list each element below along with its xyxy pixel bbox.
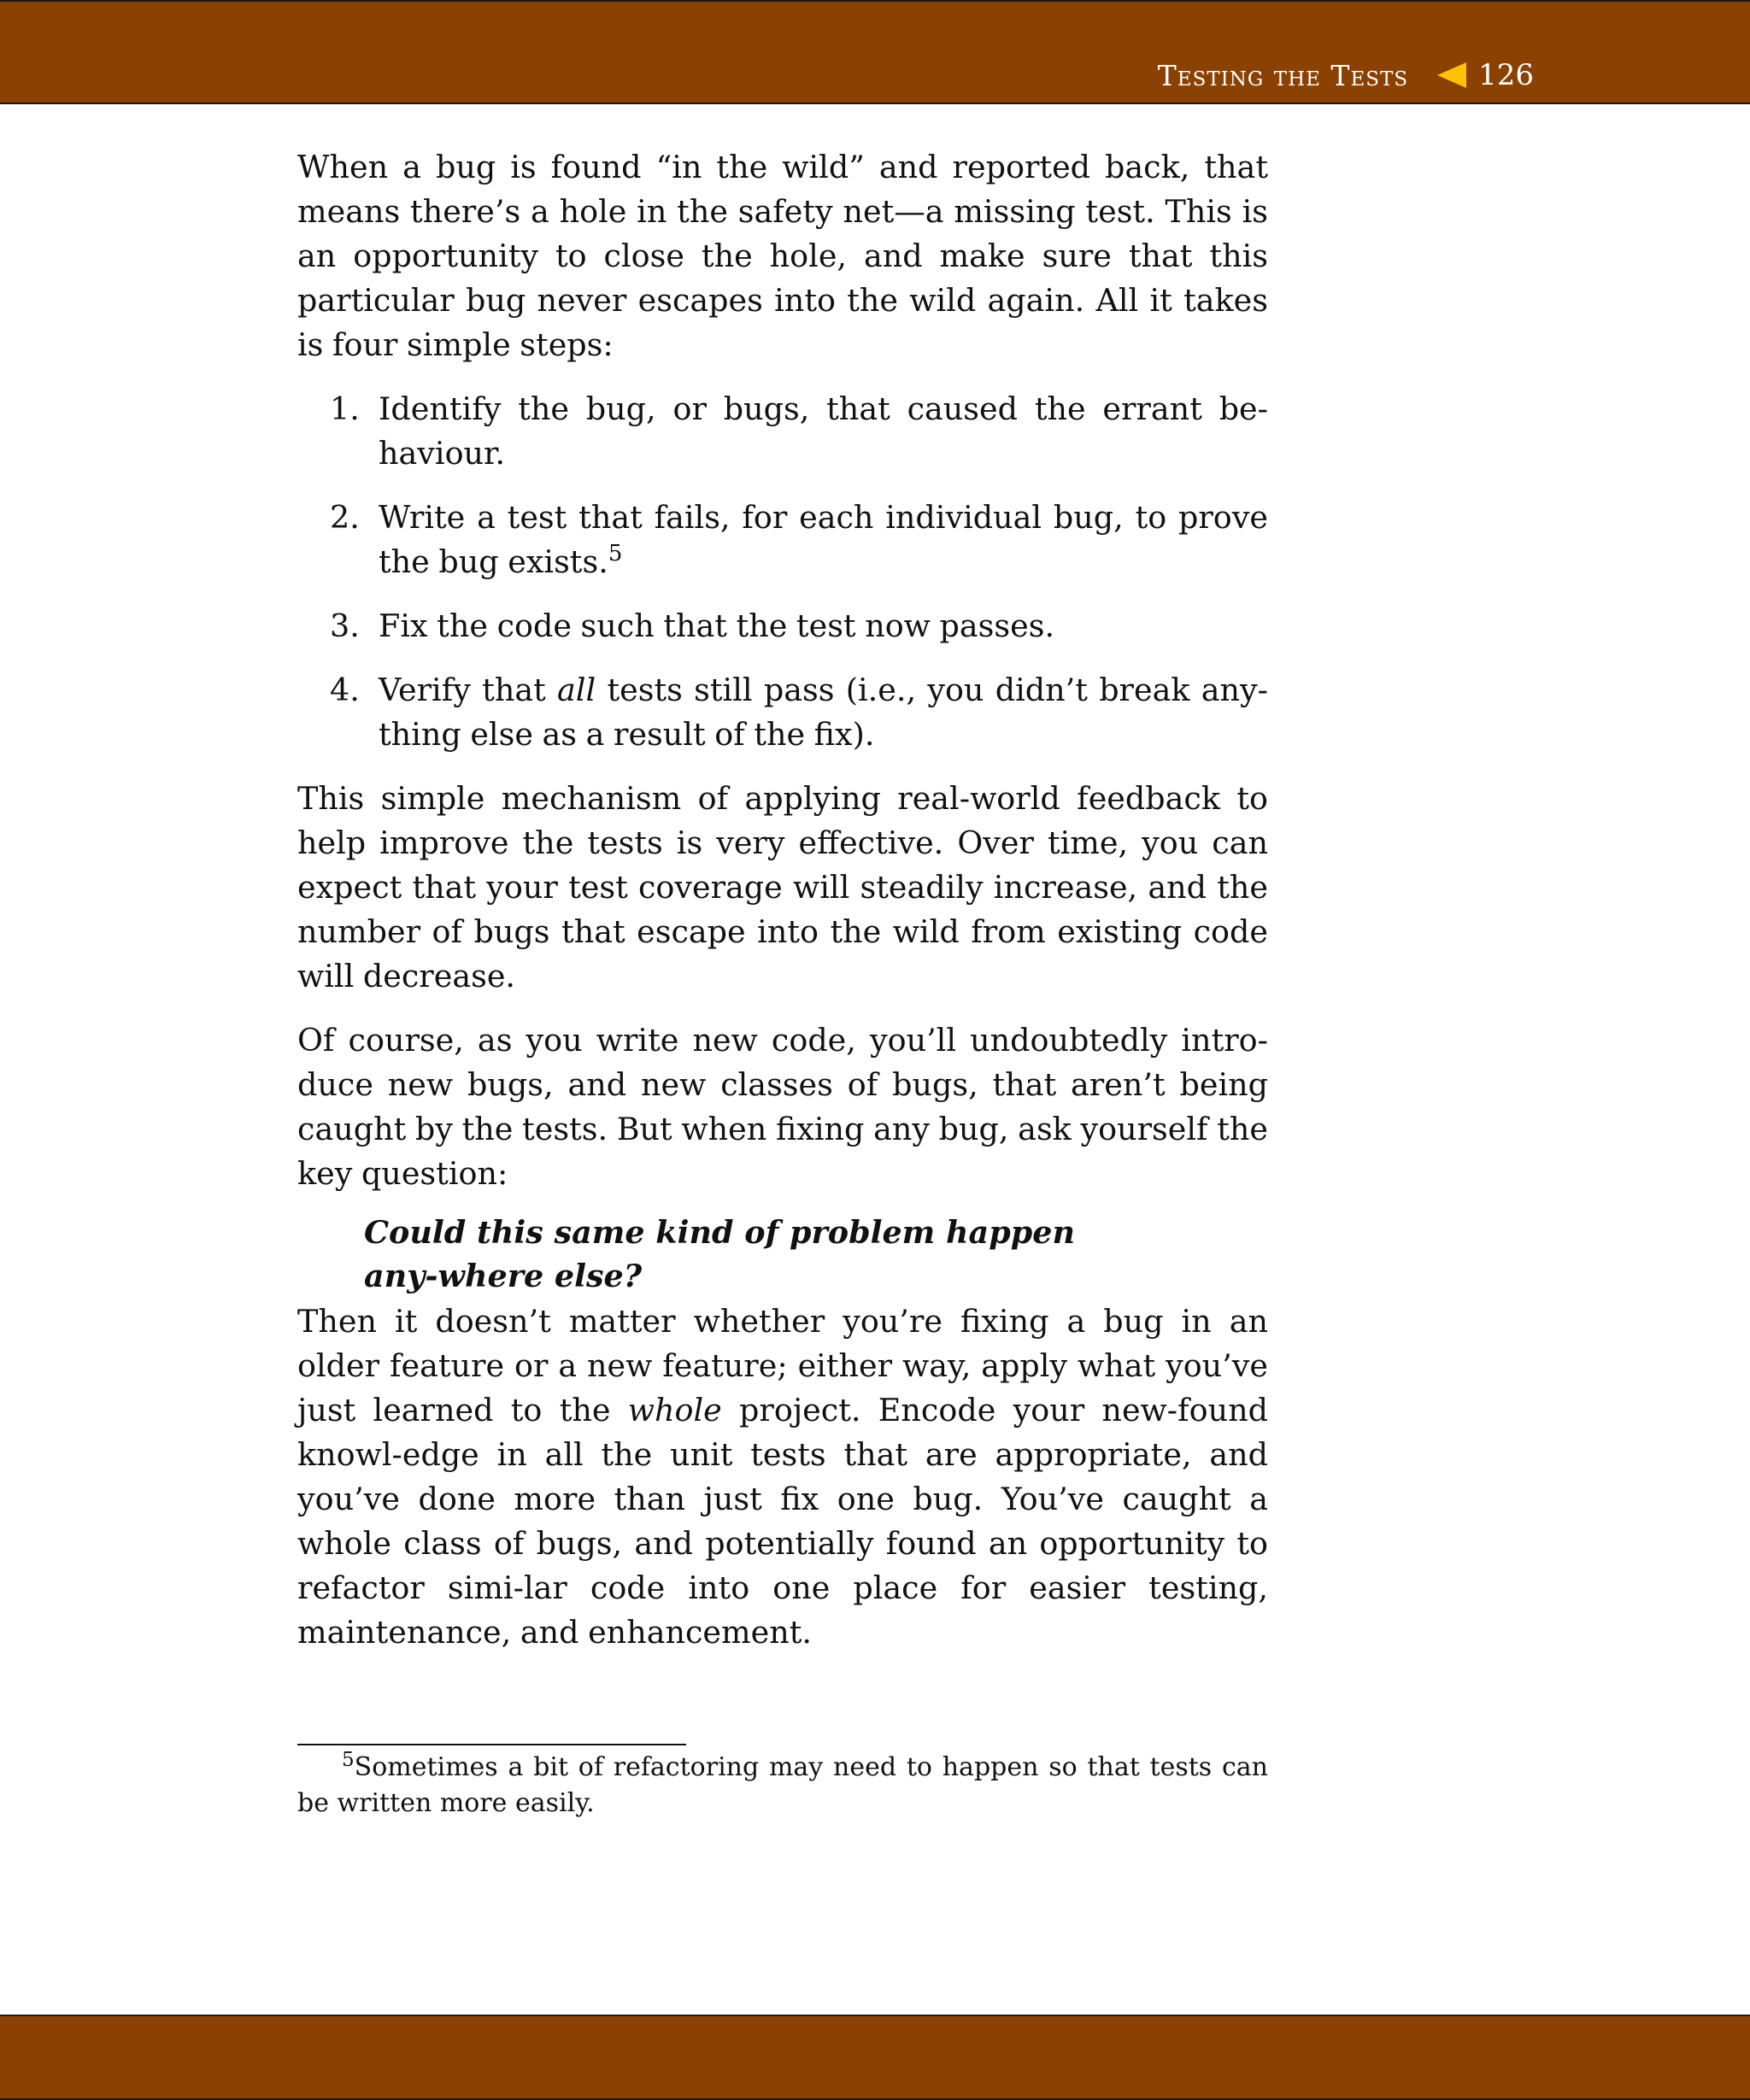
bottom-footer-bar: [0, 2015, 1750, 2100]
footnote-text: Sometimes a bit of refactoring may need to happen so that tests can be written more easily.: [297, 1752, 1268, 1818]
footnote-marker: 5: [342, 1749, 355, 1771]
step-number: 2.: [330, 499, 360, 536]
paragraph-conclusion: [297, 1299, 1268, 1655]
footnote: [297, 1750, 1268, 1821]
list-item: [297, 668, 1268, 757]
step-number: 1.: [330, 390, 360, 427]
step-text: Fix the code such that the test now passes.: [379, 607, 1055, 644]
step-text-before: Verify that: [379, 672, 558, 708]
list-item: [297, 604, 1268, 648]
conclusion-text-before: Then it doesn’t matter whether you’re fixing a bug in an older feature or a new feature; either way, apply what you’ve just learned to the: [297, 1303, 1268, 1428]
chapter-title: Testing the Tests: [1157, 58, 1409, 92]
step-text: Write a test that fails, for each individual bug, to prove the bug exists.: [379, 499, 1268, 580]
paragraph-feedback: This simple mechanism of applying real-world feedback to help improve the tests is very effective. Over time, you can expect that your test coverage will steadily increase, and the number of bugs that escape into the wild from existing code will decrease.: [297, 780, 1268, 994]
footnote-reference[interactable]: 5: [608, 541, 623, 566]
paragraph-new-code: Of course, as you write new code, you’ll undoubtedly intro-duce new bugs, and new classes of bugs, that aren’t being caught by the tests. But when fixing any bug, ask yourself the key question:: [297, 1022, 1268, 1192]
step-emphasis: all: [557, 672, 596, 708]
running-header: [1158, 56, 1534, 94]
step-number: 3.: [330, 607, 360, 644]
page-number[interactable]: 126: [1478, 58, 1534, 92]
step-text-after: tests still pass (i.e., you didn’t break any-thing else as a result of the fix).: [379, 672, 1268, 753]
intro-paragraph: When a bug is found “in the wild” and reported back, that means there’s a hole in the safety net—a missing test. This is an opportunity to close the hole, and make sure that this particular bug never escapes into the wild again. All it takes is four simple steps:: [297, 149, 1268, 363]
conclusion-emphasis: whole: [627, 1392, 722, 1428]
list-item: [297, 387, 1268, 476]
list-item: [297, 496, 1268, 584]
footnote-divider: [297, 1744, 686, 1745]
left-triangle-icon[interactable]: [1437, 62, 1466, 88]
steps-list: [297, 387, 1268, 757]
conclusion-text-after: project. Encode your new-found knowl-edge in all the unit tests that are appropriate, and you’ve done more than just fix one bug. You’ve caught a whole class of bugs, and potentially found an opportunity to refactor simi-lar code into one place for easier testing, maintenance, and enhancement.: [297, 1392, 1268, 1651]
page-body: [297, 145, 1268, 1675]
step-text: Identify the bug, or bugs, that caused the errant be-haviour.: [379, 390, 1268, 472]
step-number: 4.: [330, 672, 360, 708]
key-question: Could this same kind of problem happen any-where else?: [364, 1214, 1075, 1294]
